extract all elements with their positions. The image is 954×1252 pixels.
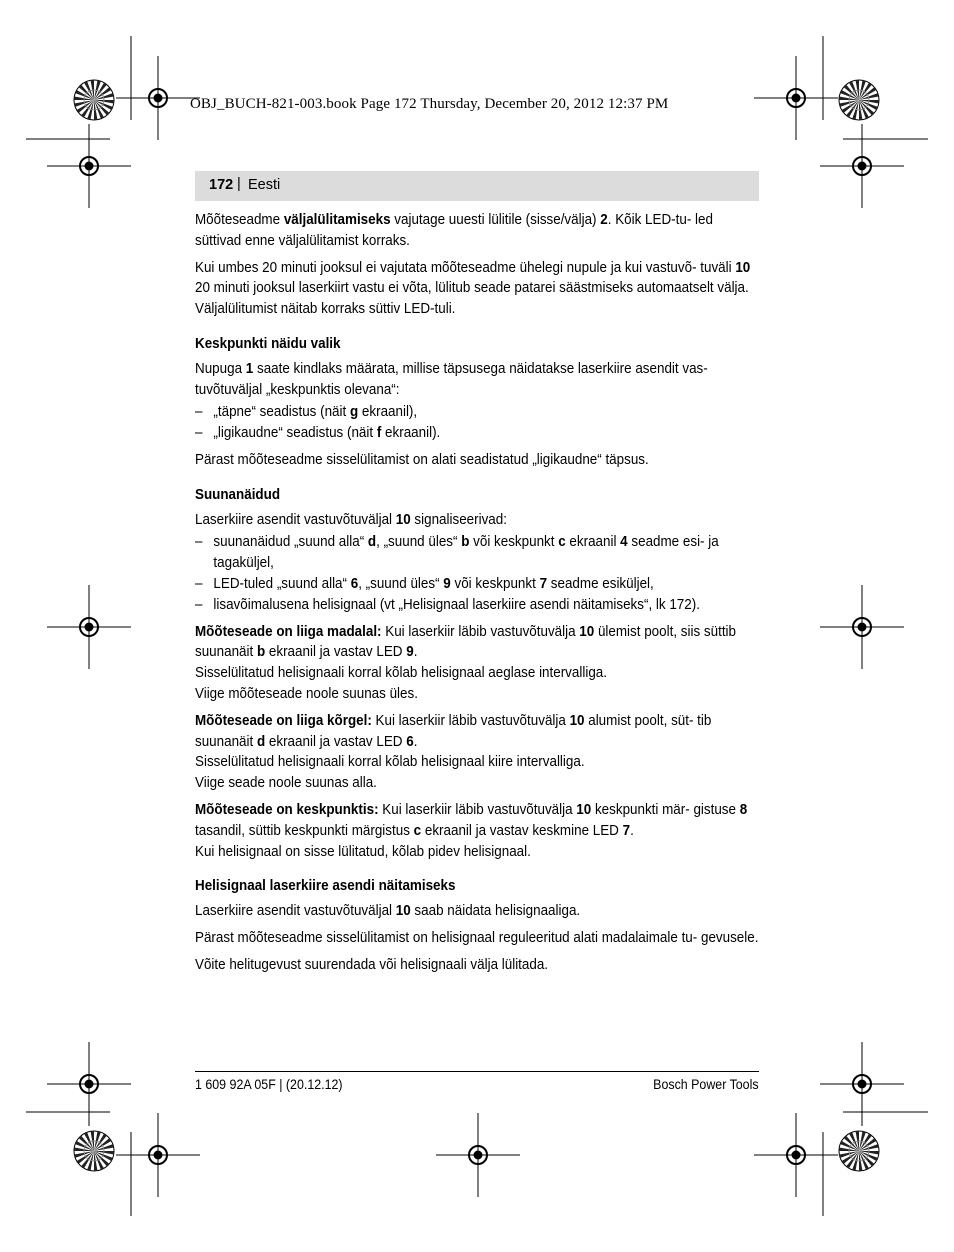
registration-crosshair — [820, 124, 904, 208]
registration-crosshair — [754, 56, 838, 140]
registration-crosshair — [47, 124, 131, 208]
section-language: Eesti — [248, 177, 281, 193]
page-number: 172 — [209, 177, 234, 193]
registration-starburst — [839, 80, 879, 120]
paragraph-direction-intro: Laserkiire asendit vastuvõtuväljal 10 signaliseerivad: — [195, 511, 507, 528]
paragraph-centered: Mõõteseade on keskpunktis: Kui laserkiir läbib vastuvõtuvälja 10 keskpunkti mär- gistuse 8 tasandil, süttib keskpunkti märgistus c ekraanil ja vastav keskmine LED 7. Kui helisignaal on sisse lülitatud, kõlab pidev helisignaal. — [195, 801, 748, 860]
registration-crosshair — [436, 1113, 520, 1197]
footer-publisher: Bosch Power Tools — [653, 1077, 759, 1092]
registration-crosshair — [47, 1042, 131, 1126]
paragraph-too-high: Mõõteseade on liiga kõrgel: Kui laserkiir läbib vastuvõtuvälja 10 alumist poolt, süt- tib suunanäit d ekraanil ja vastav LED 6. Sisselülitatud helisignaali korral kõlab helisignaal kiire intervalliga. Viige seade noole suunas alla. — [195, 712, 712, 792]
list-item: – lisavõimalusena helisignaal (vt „Helisignaal laserkiire asendi näitamiseks“, lk 172). — [195, 596, 700, 613]
registration-crosshair — [820, 1042, 904, 1126]
list-item: – „ligikaudne“ seadistus (näit f ekraanil). — [195, 425, 441, 442]
print-slug-line: OBJ_BUCH-821-003.book Page 172 Thursday, December 20, 2012 12:37 PM — [190, 96, 669, 112]
registration-crosshair — [820, 585, 904, 669]
footer-rule — [195, 1071, 759, 1072]
heading-audio-signal: Helisignaal laserkiire asendi näitamiseks — [195, 878, 456, 895]
paragraph-audio-default: Pärast mõõteseadme sisselülitamist on helisignaal reguleeritud alati madalaimale tu- gevusele. — [195, 929, 759, 946]
list-item: – LED-tuled „suund alla“ 6, „suund üles“ 9 või keskpunkt 7 seadme esiküljel, — [195, 575, 654, 592]
registration-crosshair — [116, 56, 200, 140]
paragraph-auto-off: Kui umbes 20 minuti jooksul ei vajutata mõõteseadme ühelegi nupule ja kui vastuvõ- tuväli 10 20 minuti jooksul laserkiirt vastu ei võta, lülitub seade patarei säästmiseks automaatselt välja. Väljalülitumist näitab korraks süttiv LED-tuli. — [195, 259, 751, 318]
heading-direction-indicators: Suunanäidud — [195, 486, 281, 503]
paragraph-audio-intro: Laserkiire asendit vastuvõtuväljal 10 saab näidata helisignaaliga. — [195, 903, 581, 920]
registration-crosshair — [47, 585, 131, 669]
registration-crosshair — [116, 1113, 200, 1197]
page-header — [195, 171, 759, 201]
paragraph-switch-off: Mõõteseadme väljalülitamiseks vajutage uuesti lülitile (sisse/välja) 2. Kõik LED-tu- led süttivad enne väljalülitamist korraks. — [195, 212, 713, 249]
registration-starburst — [74, 1131, 114, 1171]
registration-starburst — [839, 1131, 879, 1171]
paragraph-center-intro: Nupuga 1 saate kindlaks määrata, millise täpsusega näidatakse laserkiire asendit vas- tuvõtuväljal „keskpunktis olevana“: — [195, 360, 708, 398]
registration-starburst — [74, 80, 114, 120]
registration-crosshair — [754, 1113, 838, 1197]
heading-center-display: Keskpunkti näidu valik — [195, 335, 341, 352]
footer-document-number: 1 609 92A 05F | (20.12.12) — [195, 1077, 343, 1092]
paragraph-too-low: Mõõteseade on liiga madalal: Kui laserkiir läbib vastuvõtuvälja 10 ülemist poolt, siis süttib suunanäit b ekraanil ja vastav LED 9. Sisselülitatud helisignaali korral kõlab helisignaal aeglase intervalliga. Viige mõõteseade noole suunas üles. — [195, 623, 737, 702]
list-item: – „täpne“ seadistus (näit g ekraanil), — [195, 404, 418, 421]
page-body — [195, 210, 761, 982]
header-separator: | — [237, 176, 241, 192]
paragraph-default-precision: Pärast mõõteseadme sisselülitamist on alati seadistatud „ligikaudne“ täpsus. — [195, 451, 649, 468]
paragraph-audio-volume: Võite helitugevust suurendada või helisignaali välja lülitada. — [195, 956, 549, 973]
list-item: – suunanäidud „suund alla“ d, „suund üles“ b või keskpunkt c ekraanil 4 seadme esi- ja tagaküljel, — [195, 534, 719, 572]
